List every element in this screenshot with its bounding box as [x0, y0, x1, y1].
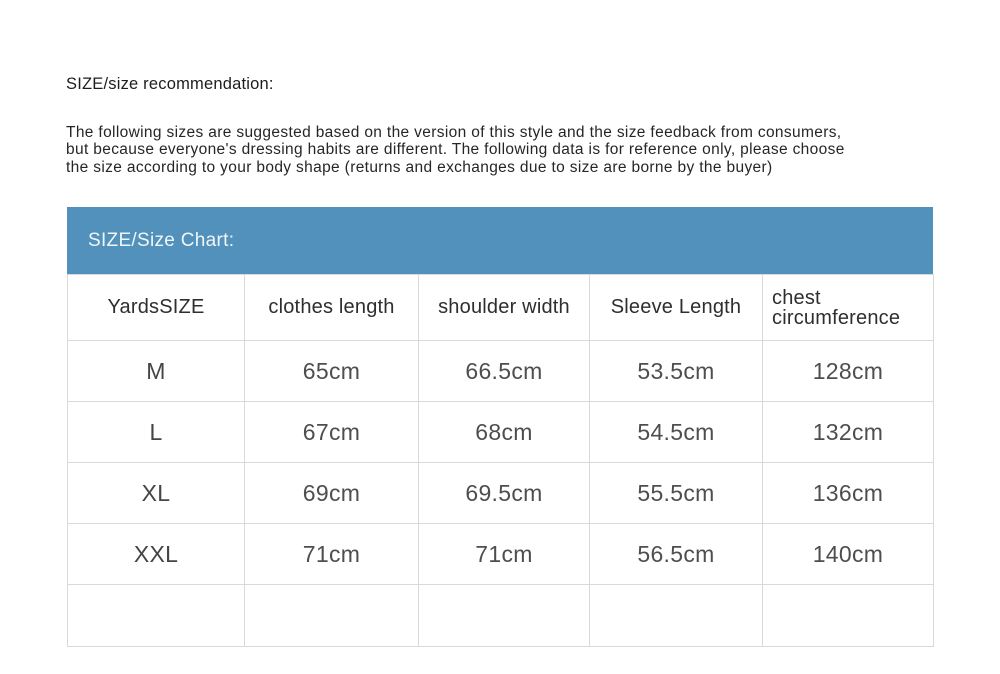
size-label-cell: XXL: [68, 524, 245, 585]
sleeve-length-cell: 53.5cm: [590, 341, 763, 402]
chest-circumference-cell: 128cm: [763, 341, 934, 402]
shoulder-width-cell: 68cm: [419, 402, 590, 463]
sleeve-length-cell: 54.5cm: [590, 402, 763, 463]
description-line-2: but because everyone's dressing habits are different. The following data is for reference only, please choose: [66, 141, 845, 159]
clothes-length-cell: 67cm: [245, 402, 419, 463]
size-label-cell: M: [68, 341, 245, 402]
size-chart-title: SIZE/Size Chart:: [88, 229, 235, 251]
description-line-3: the size according to your body shape (returns and exchanges due to size are borne by the buyer): [66, 158, 773, 176]
sleeve-length-cell: 55.5cm: [590, 463, 763, 524]
size-label-cell: L: [68, 402, 245, 463]
table-row-l: [68, 402, 934, 463]
clothes-length-cell: [245, 585, 419, 647]
clothes-length-cell: 65cm: [245, 341, 419, 402]
chest-circumference-cell: 136cm: [763, 463, 934, 524]
size-chart-title-bar: [67, 207, 933, 274]
table-row-xxl: [68, 524, 934, 585]
size-label-cell: [68, 585, 245, 647]
sleeve-length-cell: 56.5cm: [590, 524, 763, 585]
column-header-sleeve-length: Sleeve Length: [590, 275, 763, 341]
column-header-clothes-length: clothes length: [245, 275, 419, 341]
table-row-empty: [68, 585, 934, 647]
sleeve-length-cell: [590, 585, 763, 647]
shoulder-width-cell: 71cm: [419, 524, 590, 585]
size-label-cell: XL: [68, 463, 245, 524]
shoulder-width-cell: [419, 585, 590, 647]
column-header-yards-size: YardsSIZE: [68, 275, 245, 341]
column-header-shoulder-width: shoulder width: [419, 275, 590, 341]
shoulder-width-cell: 69.5cm: [419, 463, 590, 524]
size-recommendation-text: [66, 124, 845, 176]
chest-circumference-cell: [763, 585, 934, 647]
clothes-length-cell: 69cm: [245, 463, 419, 524]
table-row-m: [68, 341, 934, 402]
size-chart-table: [67, 274, 934, 647]
size-recommendation-heading: SIZE/size recommendation:: [66, 75, 274, 93]
description-line-1: The following sizes are suggested based on the version of this style and the size feedback from consumers,: [66, 124, 842, 141]
column-header-chest-circumference: chest circumference: [763, 275, 934, 341]
shoulder-width-cell: 66.5cm: [419, 341, 590, 402]
chest-circumference-cell: 132cm: [763, 402, 934, 463]
size-chart-section: [67, 207, 933, 647]
clothes-length-cell: 71cm: [245, 524, 419, 585]
chest-circumference-cell: 140cm: [763, 524, 934, 585]
table-header-row: [68, 275, 934, 341]
table-row-xl: [68, 463, 934, 524]
